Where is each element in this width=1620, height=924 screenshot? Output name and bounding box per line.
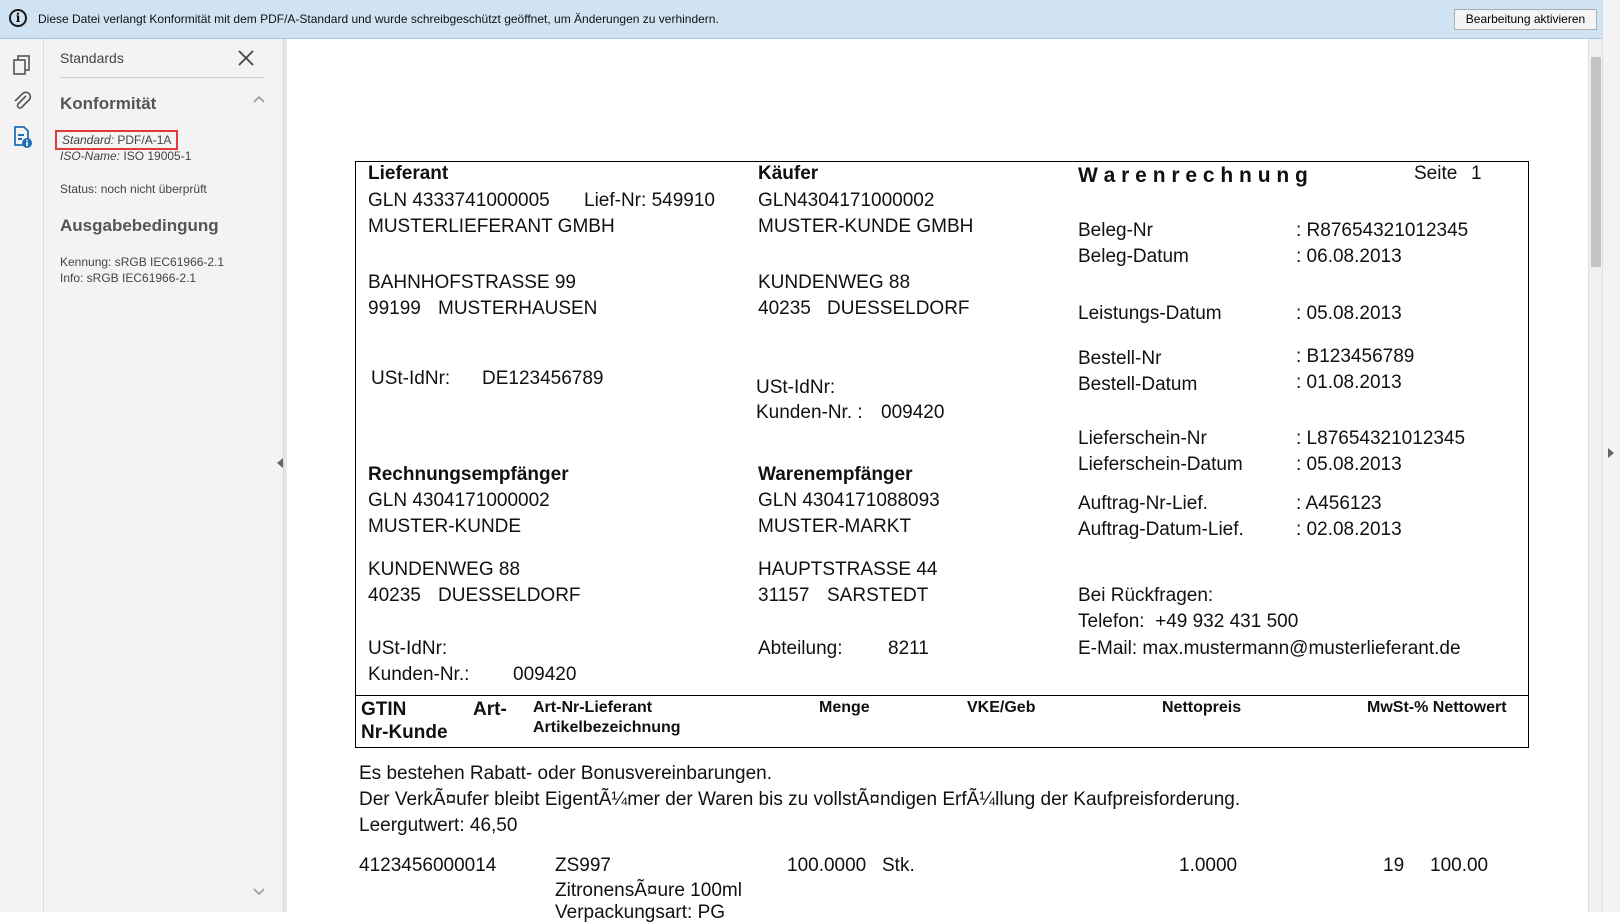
buyer-customer-value: 009420: [881, 402, 945, 423]
recipient-customer-value: 009420: [513, 664, 577, 685]
recipient-zip: 40235: [368, 585, 421, 606]
standard-value: PDF/A-1A: [117, 133, 172, 147]
buyer-vat-label: USt-IdNr:: [756, 377, 836, 398]
meta-label: Bestell-Nr: [1078, 348, 1162, 369]
standards-panel: [44, 39, 284, 912]
recipient-vat-label: USt-IdNr:: [368, 638, 448, 659]
col-art: Art-: [473, 699, 507, 720]
note-line: Der VerkÃ¤ufer bleibt EigentÃ¼mer der Waren bis zu vollstÃ¤ndigen ErfÃ¼llung der Kaufpreisforderung.: [359, 789, 1241, 810]
supplier-vat-value: DE123456789: [482, 368, 604, 389]
invoice-title: W a r e n r e c h n u n g: [1078, 164, 1308, 187]
meta-label: Beleg-Datum: [1078, 246, 1189, 267]
contact-phone: Telefon: +49 932 431 500: [1078, 611, 1299, 632]
goods-recipient-gln: GLN 4304171088093: [758, 490, 940, 511]
table-header-line: [355, 695, 1529, 696]
supplier-name: MUSTERLIEFERANT GMBH: [368, 216, 615, 237]
col-mwst: MwSt-% Nettowert: [1367, 699, 1507, 716]
item-desc: ZitronensÃ¤ure 100ml: [555, 880, 742, 901]
output-condition-heading[interactable]: Ausgabebedingung: [60, 216, 219, 235]
item-net: 100.00: [1430, 855, 1489, 876]
status-text: Status: noch nicht überprüft: [60, 182, 207, 196]
department-value: 8211: [888, 638, 929, 659]
supplier-zip: 99199: [368, 298, 421, 319]
col-netto: Nettopreis: [1162, 699, 1242, 716]
supplier-vat-label: USt-IdNr:: [371, 368, 451, 389]
kennung-text: Kennung: sRGB IEC61966-2.1: [60, 255, 225, 269]
info-icon: i: [9, 9, 27, 27]
pages-icon[interactable]: [10, 53, 34, 77]
panel-divider: [60, 77, 265, 78]
buyer-name: MUSTER-KUNDE GMBH: [758, 216, 974, 237]
item-price: 1.0000: [1179, 855, 1238, 876]
meta-value: : 06.08.2013: [1296, 246, 1402, 267]
supplier-city: MUSTERHAUSEN: [438, 298, 598, 319]
standard-field: [58, 133, 175, 147]
contact-email: E-Mail: max.mustermann@musterlieferant.de: [1078, 638, 1461, 659]
chevron-up-icon[interactable]: [252, 94, 266, 104]
left-toolbar: [0, 39, 44, 912]
meta-value: : 05.08.2013: [1296, 454, 1402, 475]
department-label: Abteilung:: [758, 638, 843, 659]
goods-recipient-city: SARSTEDT: [827, 585, 929, 606]
info-message: Diese Datei verlangt Konformität mit dem PDF/A-Standard und wurde schreibgeschützt geöffnet, um Änderungen zu verhindern.: [38, 12, 719, 26]
standard-label: Standard:: [62, 133, 115, 147]
recipient-street: KUNDENWEG 88: [368, 559, 521, 580]
buyer-city: DUESSELDORF: [827, 298, 970, 319]
item-gtin: 4123456000014: [359, 855, 497, 876]
info-bar: [0, 0, 1602, 39]
supplier-gln: GLN 4333741000005: [368, 190, 550, 211]
meta-label: Leistungs-Datum: [1078, 303, 1222, 324]
goods-recipient-heading: Warenempfänger: [758, 464, 913, 485]
conformity-heading[interactable]: Konformität: [60, 94, 157, 113]
goods-recipient-zip: 31157: [758, 585, 810, 606]
item-desc-2: Verpackungsart: PG: [555, 902, 726, 923]
expand-right-icon[interactable]: [1606, 446, 1616, 460]
page-label: Seite: [1414, 163, 1458, 184]
iso-value: ISO 19005-1: [123, 149, 192, 163]
iso-label: ISO-Name:: [60, 149, 121, 163]
scrollbar-thumb[interactable]: [1591, 57, 1601, 267]
col-artikel: Artikelbezeichnung: [533, 719, 681, 736]
note-line: Leergutwert: 46,50: [359, 815, 518, 836]
iso-field: [60, 149, 191, 163]
vertical-scrollbar[interactable]: [1588, 39, 1603, 912]
recipient-heading: Rechnungsempfänger: [368, 464, 569, 485]
meta-label: Lieferschein-Nr: [1078, 428, 1207, 449]
goods-recipient-street: HAUPTSTRASSE 44: [758, 559, 938, 580]
col-art-nr-lief: Art-Nr-Lieferant: [533, 699, 653, 716]
meta-value: : 05.08.2013: [1296, 303, 1402, 324]
chevron-down-icon[interactable]: [252, 887, 266, 897]
recipient-city: DUESSELDORF: [438, 585, 581, 606]
supplier-street: BAHNHOFSTRASSE 99: [368, 272, 576, 293]
enable-editing-button[interactable]: Bearbeitung aktivieren: [1454, 9, 1597, 30]
collapse-left-icon[interactable]: [275, 456, 285, 470]
supplier-lief-nr: Lief-Nr: 549910: [584, 190, 715, 211]
meta-value: : R87654321012345: [1296, 220, 1469, 241]
item-art-nr: ZS997: [555, 855, 611, 876]
meta-value: : B123456789: [1296, 346, 1415, 367]
meta-value: : L87654321012345: [1296, 428, 1466, 449]
recipient-name: MUSTER-KUNDE: [368, 516, 522, 537]
goods-recipient-name: MUSTER-MARKT: [758, 516, 912, 537]
col-menge: Menge: [819, 699, 870, 716]
meta-value: : 02.08.2013: [1296, 519, 1402, 540]
supplier-heading: Lieferant: [368, 163, 449, 184]
panel-title: Standards: [60, 50, 124, 66]
meta-value: : A456123: [1296, 493, 1382, 514]
meta-value: : 01.08.2013: [1296, 372, 1402, 393]
buyer-heading: Käufer: [758, 163, 819, 184]
panel-splitter[interactable]: [284, 39, 287, 912]
buyer-street: KUNDENWEG 88: [758, 272, 911, 293]
meta-label: Lieferschein-Datum: [1078, 454, 1243, 475]
buyer-gln: GLN4304171000002: [758, 190, 935, 211]
col-vke: VKE/Geb: [967, 699, 1036, 716]
item-qty: 100.0000: [787, 855, 867, 876]
meta-label: Beleg-Nr: [1078, 220, 1153, 241]
item-unit: Stk.: [882, 855, 915, 876]
item-desc-clip: [555, 902, 855, 923]
contact-heading: Bei Rückfragen:: [1078, 585, 1214, 606]
buyer-zip: 40235: [758, 298, 811, 319]
meta-label: Auftrag-Nr-Lief.: [1078, 493, 1208, 514]
meta-label: Bestell-Datum: [1078, 374, 1198, 395]
note-line: Es bestehen Rabatt- oder Bonusvereinbarungen.: [359, 763, 772, 784]
recipient-customer-label: Kunden-Nr.:: [368, 664, 470, 685]
col-nr-kunde: Nr-Kunde: [361, 722, 448, 743]
meta-label: Auftrag-Datum-Lief.: [1078, 519, 1244, 540]
page-number: 1: [1471, 163, 1482, 184]
paperclip-icon[interactable]: [10, 89, 34, 113]
col-gtin: GTIN: [361, 699, 407, 720]
info-text: Info: sRGB IEC61966-2.1: [60, 271, 197, 285]
standards-icon[interactable]: [10, 125, 34, 149]
close-icon[interactable]: [236, 48, 256, 68]
recipient-gln: GLN 4304171000002: [368, 490, 550, 511]
item-vat: 19: [1383, 855, 1405, 876]
buyer-customer-label: Kunden-Nr. :: [756, 402, 863, 423]
